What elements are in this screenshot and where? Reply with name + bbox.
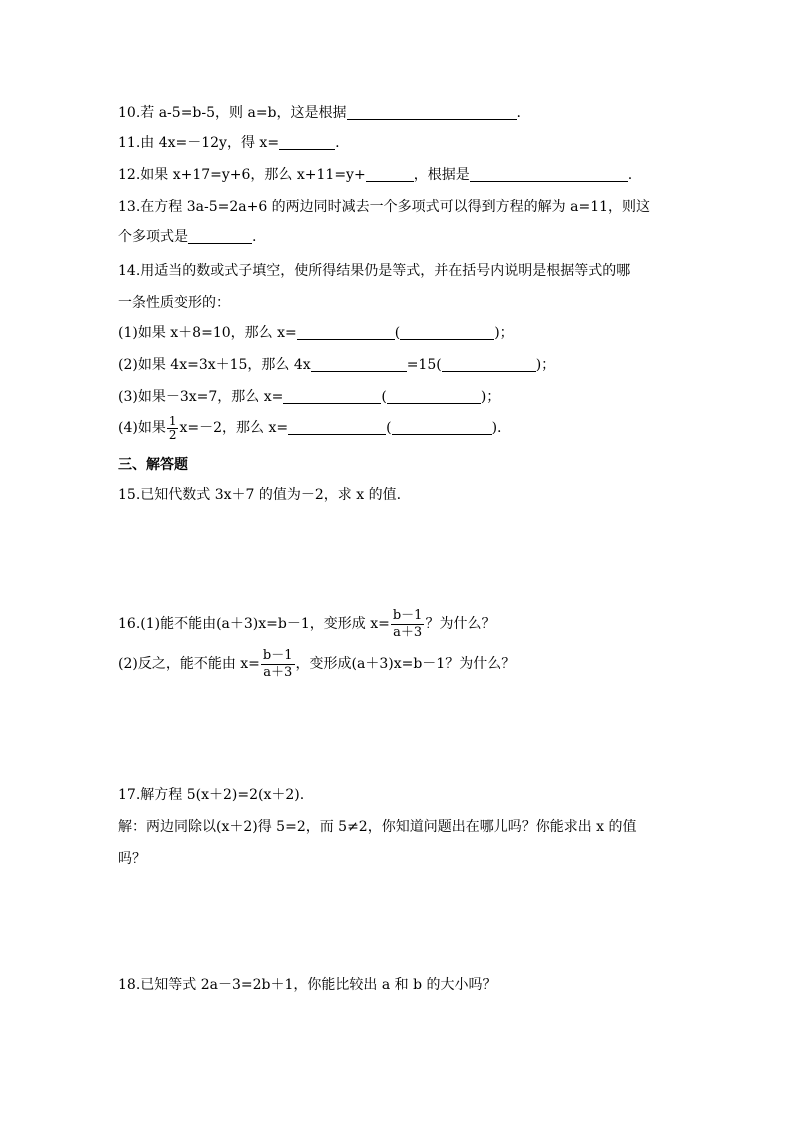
question-16-part-2: (2)反之，能不能由 x= $\frac{b-1}{a+3}$ ，变形成(a＋3)x=b－1？为什么？ [118,647,516,680]
question-14-part-1: (1)如果 x＋8=10，那么 x= ( )； [118,325,514,341]
answer-blank[interactable] [347,105,517,120]
question-14-part-3: (3)如果－3x=7，那么 x= ( )； [118,389,501,405]
answer-blank[interactable] [470,167,628,182]
question-15: 15.已知代数式 3x＋7 的值为－2，求 x 的值. [118,487,402,503]
fraction-b-minus-1-over-a-plus-3: $\frac{b-1}{a+3}$ [262,647,293,680]
reason-blank[interactable] [442,357,536,372]
answer-blank[interactable] [366,167,414,182]
question-17-line-3: 吗？ [118,851,146,867]
question-17-line-1: 17.解方程 5(x＋2)=2(x＋2). [118,787,305,803]
answer-blank[interactable] [311,357,407,372]
fraction-b-minus-1-over-a-plus-3: $\frac{b-1}{a+3}$ [392,607,423,640]
question-11: 11.由 4x=－12y，得 x= . [118,135,340,151]
section-heading: 三、解答题 [118,457,188,473]
question-12-text: 12.如果 x+17=y+6，那么 x+11=y+ [118,167,366,183]
reason-blank[interactable] [387,389,481,404]
answer-blank[interactable] [288,420,386,435]
question-18: 18.已知等式 2a－3=2b＋1，你能比较出 a 和 b 的大小吗？ [118,977,497,993]
question-14-part-4: (4)如果 $\frac{1}{2}$ x=－2，那么 x= ( ). [118,413,502,442]
question-17-line-2: 解：两边同除以(x＋2)得 5=2，而 5≠2，你知道问题出在哪儿吗？你能求出 x 的值 [118,819,637,835]
question-13-line-1: 13.在方程 3a-5=2a+6 的两边同时减去一个多项式可以得到方程的解为 a=11，则这 [118,199,651,215]
question-14-part-2: (2)如果 4x=3x＋15，那么 4x =15( )； [118,357,556,373]
question-12: 12.如果 x+17=y+6，那么 x+11=y+ ，根据是 . [118,167,633,183]
answer-blank[interactable] [279,135,335,150]
fraction-one-half: $\frac{1}{2}$ [168,413,177,442]
question-13-line-2: 个多项式是 . [118,229,257,245]
question-10-text: 10.若 a-5=b-5，则 a=b，这是根据 [118,105,347,121]
question-14-line-2: 一条性质变形的： [118,295,230,311]
question-10: 10.若 a-5=b-5，则 a=b，这是根据 . [118,105,521,121]
answer-blank[interactable] [283,389,381,404]
question-16-part-1: 16.(1)能不能由(a＋3)x=b－1，变形成 x= $\frac{b-1}{a+3}$ ？为什么？ [118,607,496,640]
question-14-line-1: 14.用适当的数或式子填空，使所得结果仍是等式，并在括号内说明是根据等式的哪 [118,263,631,279]
answer-blank[interactable] [188,229,252,244]
reason-blank[interactable] [400,325,494,340]
question-11-text: 11.由 4x=－12y，得 x= [118,135,280,151]
reason-blank[interactable] [392,420,492,435]
answer-blank[interactable] [297,325,395,340]
